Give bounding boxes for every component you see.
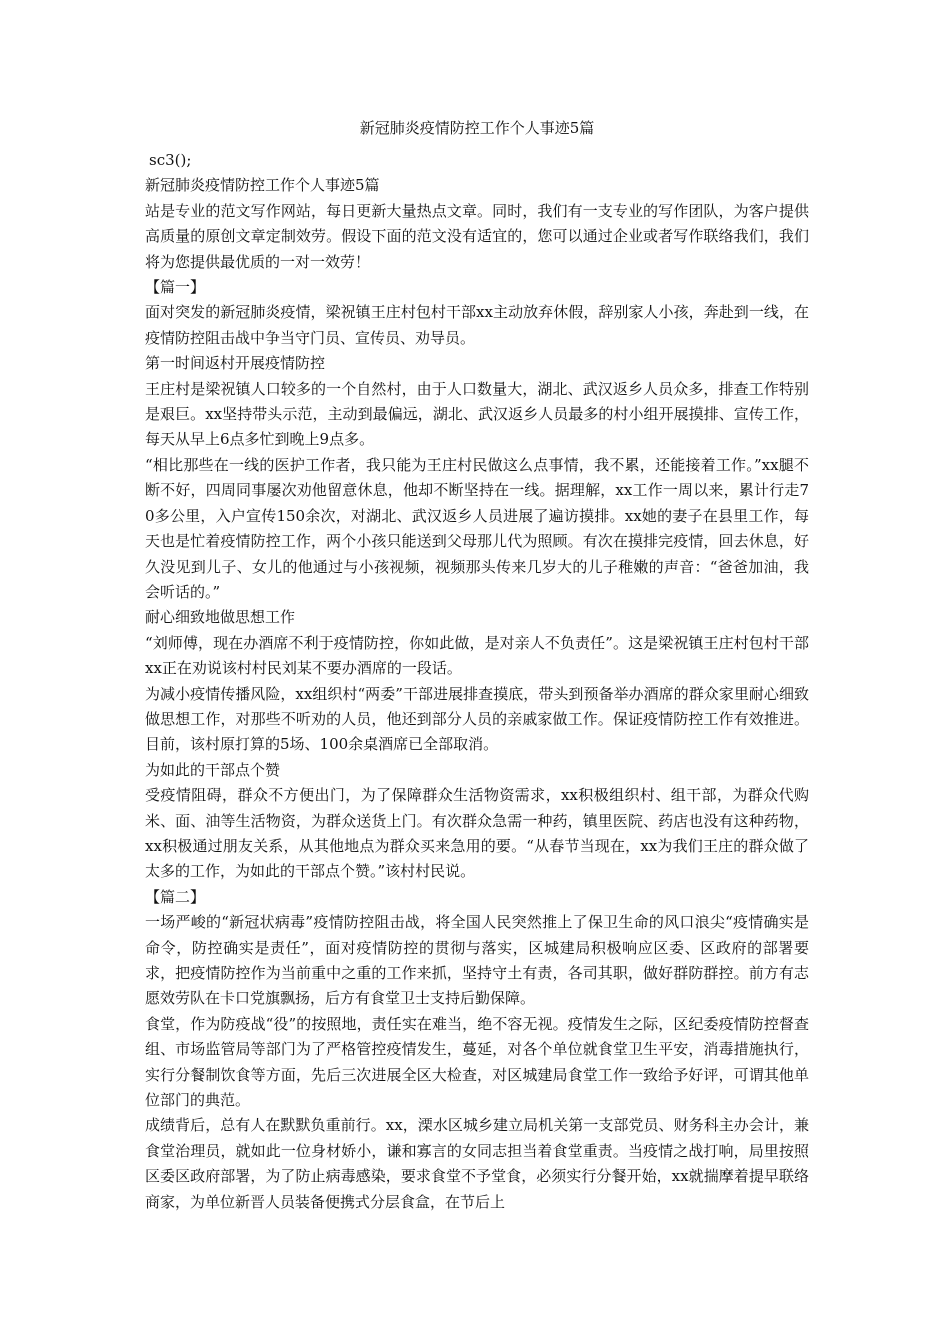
paragraph: 王庄村是梁祝镇人口较多的一个自然村，由于人口数量大，湖北、武汉返乡人员众多，排查工作特别是艰巨。xx坚持带头示范，主动到最偏远，湖北、武汉返乡人员最多的村小组开展摸排、宣传工作，每天从早上6点多忙到晚上9点多。: [145, 379, 809, 449]
document-subtitle: 新冠肺炎疫情防控工作个人事迹5篇: [145, 176, 380, 195]
document-title: 新冠肺炎疫情防控工作个人事迹5篇: [359, 119, 595, 137]
subheading: 第一时间返村开展疫情防控: [145, 354, 326, 373]
intro-paragraph: 站是专业的范文写作网站，每日更新大量热点文章。同时，我们有一支专业的写作团队，为客户提供高质量的原创文章定制效劳。假设下面的范文没有适宜的，您可以通过企业或者写作联络我们，我们将为您提供最优质的一对一效劳！: [145, 201, 809, 271]
script-text: sc3();: [149, 151, 192, 169]
section-heading-2: 【篇二】: [145, 887, 206, 906]
paragraph: 面对突发的新冠肺炎疫情，梁祝镇王庄村包村干部xx主动放弃休假，辞别家人小孩，奔赴到一线，在疫情防控阻击战中争当守门员、宣传员、劝导员。: [145, 303, 809, 347]
paragraph: 一场严峻的“新冠状病毒”疫情防控阻击战，将全国人民突然推上了保卫生命的风口浪尖“疫情确实是命令，防控确实是责任”，面对疫情防控的贯彻与落实，区城建局积极响应区委、区政府的部署要求，把疫情防控作为当前重中之重的工作来抓，坚持守土有责，各司其职，做好群防群控。前方有志愿效劳队在卡口党旗飘扬，后方有食堂卫士支持后勤保障。: [145, 913, 809, 1008]
paragraph: “刘师傅，现在办酒席不利于疫情防控，你如此做，是对亲人不负责任”。这是梁祝镇王庄村包村干部xx正在劝说该村村民刘某不要办酒席的一段话。: [145, 633, 809, 678]
paragraph: 成绩背后，总有人在默默负重前行。xx，溧水区城乡建立局机关第一支部党员、财务科主办会计，兼食堂治理员，就如此一位身材娇小，谦和寡言的女同志担当着食堂重责。当疫情之战打响，局里按照区委区政府部署，为了防止病毒感染，要求食堂不予堂食，必须实行分餐开始，xx就揣摩着提早联络商家，为单位新晋人员装备便携式分层食盒，在节后上: [145, 1116, 809, 1211]
paragraph: 受疫情阻碍，群众不方便出门，为了保障群众生活物资需求，xx积极组织村、组干部，为群众代购米、面、油等生活物资，为群众送货上门。有次群众急需一种药，镇里医院、药店也没有这种药物，xx积极通过朋友关系，从其他地点为群众买来急用的要。“从春节当现在，xx为我们王庄的群众做了太多的工作，为如此的干部点个赞。”该村村民说。: [145, 786, 809, 881]
section-heading-1: 【篇一】: [145, 278, 206, 297]
paragraph: 食堂，作为防疫战“役”的按照地，责任实在难当，绝不容无视。疫情发生之际，区纪委疫情防控督查组、市场监管局等部门为了严格管控疫情发生，蔓延，对各个单位就食堂卫生平安，消毒措施执行，实行分餐制饮食等方面，先后三次进展全区大检查，对区城建局食堂工作一致给予好评，可谓其他单位部门的典范。: [145, 1014, 809, 1110]
paragraph: “相比那些在一线的医护工作者，我只能为王庄村民做这么点事情，我不累，还能接着工作。”xx腿不断不好，四周同事屡次劝他留意休息，他却不断坚持在一线。据理解，xx工作一周以来，累计行走70多公里，入户宣传150余次，对湖北、武汉返乡人员进展了遍访摸排。xx她的妻子在县里工作，每天也是忙着疫情防控工作，两个小孩只能送到父母那儿代为照顾。有次在摸排完疫情，回去休息，好久没见到儿子、女儿的他通过与小孩视频，视频那头传来几岁大的儿子稚嫩的声音：“爸爸加油，我会听话的。”: [145, 455, 809, 601]
document-page: [145, 118, 809, 1215]
subheading: 耐心细致地做思想工作: [145, 608, 296, 627]
paragraph: 为减小疫情传播风险，xx组织村“两委”干部进展排查摸底，带头到预备举办酒席的群众家里耐心细致做思想工作，对那些不听劝的人员，他还到部分人员的亲戚家做工作。保证疫情防控工作有效推进。目前，该村原打算的5场、100余桌酒席已全部取消。: [145, 684, 809, 754]
subheading: 为如此的干部点个赞: [145, 760, 281, 779]
